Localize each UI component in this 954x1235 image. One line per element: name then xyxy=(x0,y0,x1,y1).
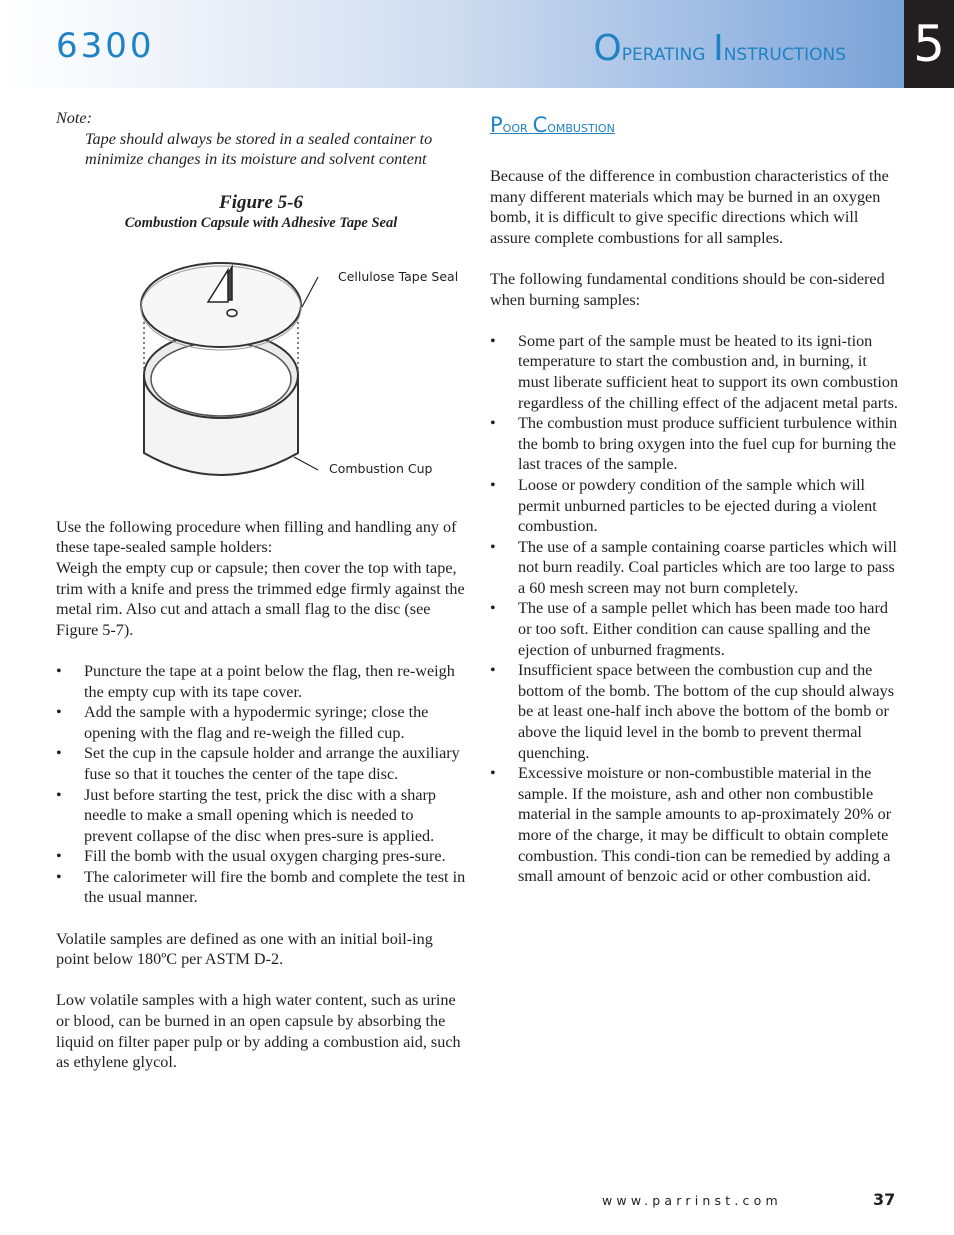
model-number: 6300 xyxy=(56,26,155,66)
list-item: • Set the cup in the capsule holder and arrange the auxiliary fuse so that it touches the center of the tape disc. xyxy=(56,744,460,783)
page-header xyxy=(0,0,904,88)
bullet-marker: • xyxy=(56,785,62,804)
bullet-marker: • xyxy=(490,475,496,494)
list-item: • The combustion must produce sufficient turbulence within the bomb to bring oxygen into the fuel cup for burning the last traces of the sample. xyxy=(490,414,898,474)
figure-title: Figure 5-6 xyxy=(219,191,303,213)
label-combustion-cup: Combustion Cup xyxy=(329,460,433,476)
bullet-marker: • xyxy=(490,599,496,618)
bullet-marker: • xyxy=(56,867,62,886)
list-item: • The use of a sample pellet which has been made too hard or too soft. Either condition can cause spalling and the ejection of unburned fragments. xyxy=(490,599,888,659)
conditions-list xyxy=(490,331,902,887)
bullet-marker: • xyxy=(56,744,62,763)
page-number: 37 xyxy=(873,1190,896,1209)
bullet-marker: • xyxy=(490,537,496,556)
footer-url: www.parrinst.com xyxy=(602,1193,782,1208)
bullet-marker: • xyxy=(490,331,496,350)
list-item: • Just before starting the test, prick the disc with a sharp needle to make a small opening which is needed to prevent collapse of the disc when pres-sure is applied. xyxy=(56,785,436,845)
left-column xyxy=(56,108,466,1073)
list-item: • The use of a sample containing coarse particles which will not burn readily. Coal particles which are too large to pass a 60 mesh screen may not burn completely. xyxy=(490,537,897,597)
capsule-illustration xyxy=(56,245,466,495)
bullet-marker: • xyxy=(56,661,62,680)
figure-caption: Combustion Capsule with Adhesive Tape Seal xyxy=(124,214,398,231)
bullet-marker: • xyxy=(490,764,496,783)
chapter-number: 5 xyxy=(904,0,954,88)
right-column xyxy=(490,112,902,887)
section-title-cap-1: O xyxy=(593,28,622,69)
bullet-marker: • xyxy=(56,703,62,722)
bullet-marker: • xyxy=(56,847,62,866)
bullet-marker: • xyxy=(490,661,496,680)
note-text: Tape should always be stored in a sealed container to minimize changes in its moisture and solvent content xyxy=(85,129,433,169)
label-cellulose-tape-seal: Cellulose Tape Seal xyxy=(338,268,459,284)
list-item: • Excessive moisture or non-combustible material in the sample. If the moisture, ash and other non combustible material in the sample amounts to ap-proximately 20% or more of the charge, it may be difficult to obtain complete combustion. This condi-tion can be remedied by adding a small amount of benzoic acid or other combustion aid. xyxy=(490,764,892,886)
section-title xyxy=(593,28,846,69)
list-item: • The calorimeter will fire the bomb and complete the test in the usual manner. xyxy=(56,867,466,907)
list-item: • Fill the bomb with the usual oxygen charging pres-sure. xyxy=(56,847,446,866)
low-volatile-paragraph: Low volatile samples with a high water content, such as urine or blood, can be burned in an open capsule by absorbing the liquid on filter paper pulp or by adding a combustion aid, such as ethylene glycol. xyxy=(56,991,461,1072)
combustion-paragraph-1: Because of the difference in combustion characteristics of the many different materials which may be burned in an oxygen bomb, it is difficult to give specific directions which will assure complete combustions for all samples. xyxy=(490,167,889,247)
section-heading-poor-combustion: Poor Combustion xyxy=(490,113,615,137)
list-item: • Some part of the sample must be heated to its igni-tion temperature to start the combustion and, in burning, it must liberate sufficient heat to support its own combustion regardless of the chilling effect of the adjacent metal parts. xyxy=(490,331,899,412)
list-item: • Add the sample with a hypodermic syringe; close the opening with the flag and re-weigh the filled cup. xyxy=(56,703,429,742)
intro-paragraph-2: Weigh the empty cup or capsule; then cover the top with tape, trim with a knife and press the trimmed edge firmly against the metal rim. Also cut and attach a small flag to the disc (see Figure 5-7). xyxy=(56,558,465,639)
note-label: Note: xyxy=(56,109,92,127)
section-title-cap-2: I xyxy=(713,28,724,69)
intro-paragraph-1: Use the following procedure when filling and handling any of these tape-sealed sample holders: xyxy=(56,517,457,557)
section-title-part-2: nstructions xyxy=(723,38,846,66)
combustion-paragraph-2: The following fundamental conditions should be con-sidered when burning samples: xyxy=(490,269,885,309)
list-item: • Loose or powdery condition of the sample which will permit unburned particles to be ejected during a violent combustion. xyxy=(490,475,877,536)
section-title-part-1: perating xyxy=(621,38,714,66)
list-item: • Puncture the tape at a point below the flag, then re-weigh the empty cup with its tape cover. xyxy=(56,661,455,701)
bullet-marker: • xyxy=(490,414,496,433)
volatile-paragraph: Volatile samples are defined as one with an initial boil-ing point below 180ºC per ASTM D-2. xyxy=(56,929,433,969)
figure-combustion-capsule xyxy=(56,245,466,495)
list-item: • Insufficient space between the combustion cup and the bottom of the bomb. The bottom of the cup should always be at least one-half inch above the bottom of the bomb or above the liquid level in the bomb to prevent thermal quenching. xyxy=(490,661,895,762)
procedure-list xyxy=(56,661,466,908)
